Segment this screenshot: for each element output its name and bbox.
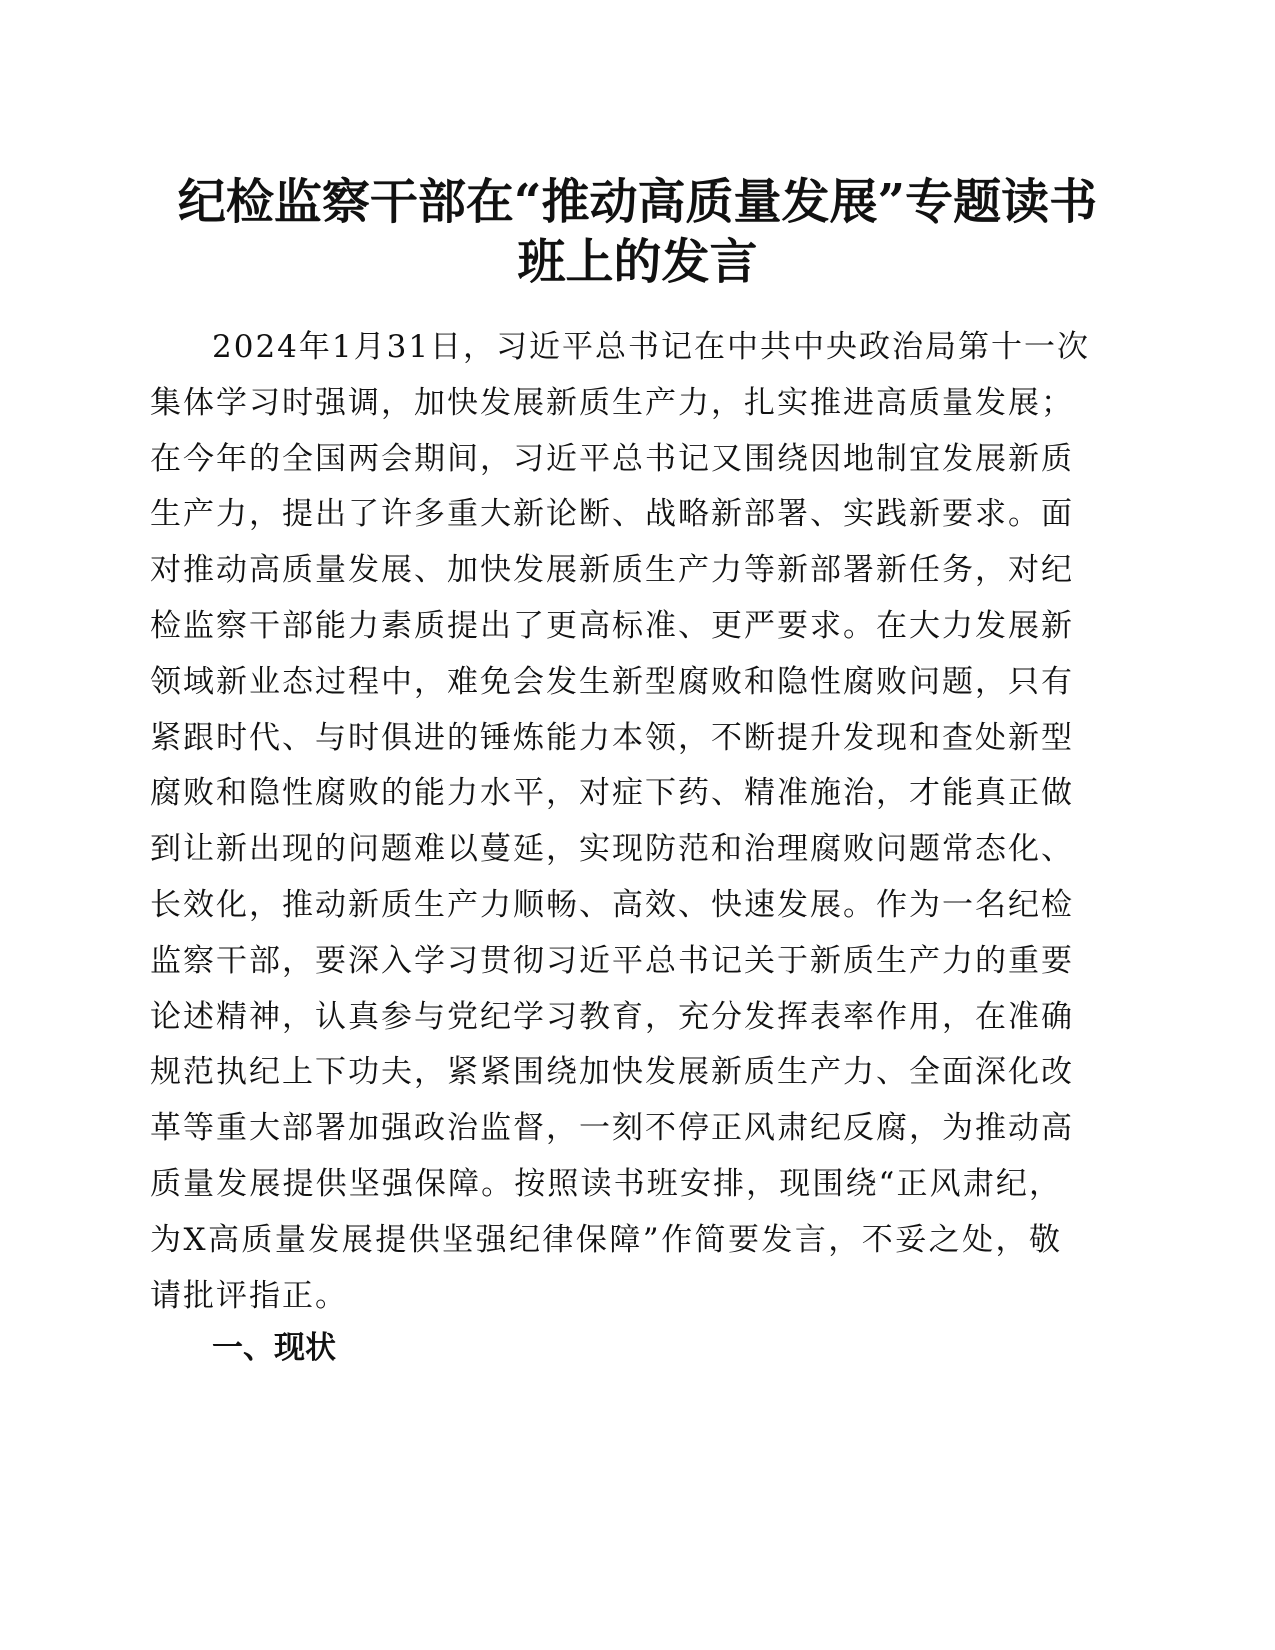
paragraph-line: 领域新业态过程中，难免会发生新型腐败和隐性腐败问题，只有 bbox=[150, 663, 1074, 700]
title-line-1: 纪检监察干部在“推动高质量发展”专题读书 bbox=[177, 174, 1098, 230]
title-line-2: 班上的发言 bbox=[517, 234, 758, 290]
paragraph-line: 论述精神，认真参与党纪学习教育，充分发挥表率作用，在准确 bbox=[150, 998, 1074, 1035]
paragraph-line: 监察干部，要深入学习贯彻习近平总书记关于新质生产力的重要 bbox=[150, 942, 1074, 979]
intro-paragraph bbox=[150, 320, 1091, 1324]
paragraph-line: 2024年1月31日，习近平总书记在中共中央政治局第十一次 bbox=[212, 329, 1091, 365]
paragraph-line: 紧跟时代、与时俱进的锤炼能力本领，不断提升发现和查处新型 bbox=[150, 719, 1074, 756]
paragraph-line: 集体学习时强调，加快发展新质生产力，扎实推进高质量发展； bbox=[150, 384, 1074, 421]
paragraph-line: 检监察干部能力素质提出了更高标准、更严要求。在大力发展新 bbox=[150, 607, 1074, 644]
paragraph-line: 规范执纪上下功夫，紧紧围绕加快发展新质生产力、全面深化改 bbox=[150, 1054, 1074, 1091]
paragraph-line: 对推动高质量发展、加快发展新质生产力等新部署新任务，对纪 bbox=[150, 552, 1074, 589]
document-title bbox=[150, 172, 1125, 292]
section-heading: 一、现状 bbox=[212, 1330, 336, 1366]
paragraph-line: 生产力，提出了许多重大新论断、战略新部署、实践新要求。面 bbox=[150, 496, 1074, 533]
paragraph-line: 质量发展提供坚强保障。按照读书班安排，现围绕“正风肃纪， bbox=[150, 1165, 1062, 1202]
paragraph-line: 在今年的全国两会期间，习近平总书记又围绕因地制宜发展新质 bbox=[150, 440, 1074, 477]
paragraph-line: 到让新出现的问题难以蔓延，实现防范和治理腐败问题常态化、 bbox=[150, 831, 1074, 868]
paragraph-line: 腐败和隐性腐败的能力水平，对症下药、精准施治，才能真正做 bbox=[150, 775, 1074, 812]
paragraph-line: 请批评指正。 bbox=[150, 1277, 348, 1314]
paragraph-line: 为X高质量发展提供坚强纪律保障”作简要发言，不妥之处，敬 bbox=[150, 1221, 1062, 1258]
paragraph-line: 革等重大部署加强政治监督，一刻不停正风肃纪反腐，为推动高 bbox=[150, 1110, 1074, 1147]
paragraph-line: 长效化，推动新质生产力顺畅、高效、快速发展。作为一名纪检 bbox=[150, 886, 1074, 923]
